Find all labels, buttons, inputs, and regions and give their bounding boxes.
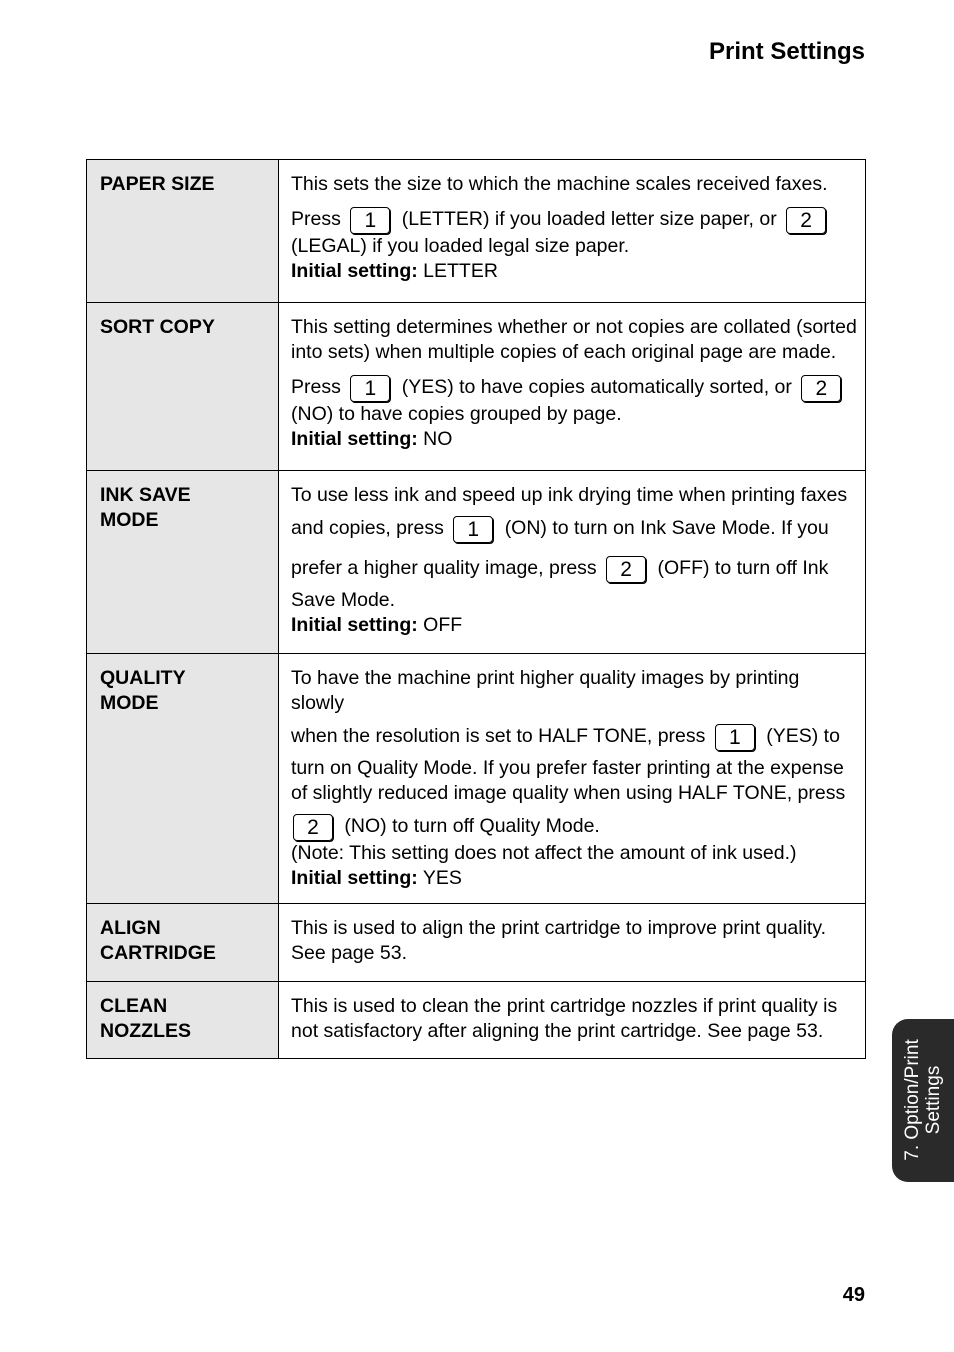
table-row	[87, 904, 866, 982]
setting-description	[279, 160, 866, 303]
key-1-button: 1	[715, 724, 755, 751]
key-1-button: 1	[350, 207, 390, 234]
setting-description	[279, 982, 866, 1059]
chapter-tab-label: 7. Option/Print Settings	[902, 1039, 944, 1161]
table-row	[87, 303, 866, 471]
setting-name-text: MODE	[100, 692, 159, 714]
setting-description	[279, 303, 866, 471]
setting-name-text: INK SAVE	[100, 484, 191, 506]
chapter-tab	[892, 1019, 954, 1182]
setting-name	[87, 303, 279, 471]
table-row	[87, 471, 866, 654]
setting-name-text: QUALITY	[100, 667, 186, 689]
page-number: 49	[842, 1284, 865, 1306]
setting-name-text: SORT COPY	[100, 316, 215, 338]
page-title: Print Settings	[708, 38, 865, 65]
key-2-button: 2	[801, 375, 841, 402]
table-row	[87, 160, 866, 303]
key-2-button: 2	[786, 207, 826, 234]
setting-name-text: CLEAN	[100, 995, 168, 1017]
setting-description	[279, 904, 866, 982]
key-1-button: 1	[350, 375, 390, 402]
table-row	[87, 982, 866, 1059]
setting-name-text: MODE	[100, 509, 159, 531]
description-text: This sets the size to which the machine scales received faxes.	[291, 173, 828, 195]
settings-table	[86, 159, 866, 1059]
setting-name	[87, 654, 279, 904]
instruction-text: Press 1 (LETTER) if you loaded letter size paper, or 2 (LEGAL) if you loaded legal size paper.	[291, 207, 857, 259]
note-text: (Note: This setting does not affect the amount of ink used.)	[291, 842, 797, 864]
key-2-button: 2	[293, 814, 333, 841]
table-row	[87, 654, 866, 904]
setting-name-text: PAPER SIZE	[100, 173, 215, 195]
description-text: This is used to clean the print cartridge nozzles if print quality is not satisfactory after aligning the print cartridge. See page 53.	[291, 995, 838, 1042]
setting-description	[279, 471, 866, 654]
setting-name-text: ALIGN	[100, 917, 161, 939]
description-text: This is used to align the print cartridge to improve print quality. See page 53.	[291, 917, 827, 964]
key-2-button: 2	[606, 556, 646, 583]
initial-setting: Initial setting: LETTER	[291, 260, 498, 282]
description-text: To have the machine print higher quality images by printing slowly when the resolution is set to HALF TONE, press 1 (YES) to turn on Quality Mode. If you prefer faster printing at the expense of slightly reduced image quality when using HALF TONE, press	[291, 667, 846, 804]
description-text: This setting determines whether or not copies are collated (sorted into sets) when multiple copies of each original page are made.	[291, 316, 857, 363]
instruction-text: 2 (NO) to turn off Quality Mode.	[291, 814, 857, 841]
initial-setting: Initial setting: OFF	[291, 614, 463, 636]
initial-setting: Initial setting: YES	[291, 867, 462, 889]
setting-name	[87, 904, 279, 982]
setting-name-text: NOZZLES	[100, 1020, 191, 1042]
setting-name	[87, 982, 279, 1059]
initial-setting: Initial setting: NO	[291, 428, 453, 450]
key-1-button: 1	[453, 516, 493, 543]
instruction-text: Press 1 (YES) to have copies automatically sorted, or 2 (NO) to have copies grouped by page.	[291, 375, 857, 427]
setting-name	[87, 160, 279, 303]
setting-description	[279, 654, 866, 904]
setting-name-text: CARTRIDGE	[100, 942, 216, 964]
setting-name	[87, 471, 279, 654]
description-text: To use less ink and speed up ink drying time when printing faxes and copies, press 1 (ON) to turn on Ink Save Mode. If you prefer a higher quality image, press 2 (OFF) to turn off Ink Save Mode.	[291, 484, 848, 611]
